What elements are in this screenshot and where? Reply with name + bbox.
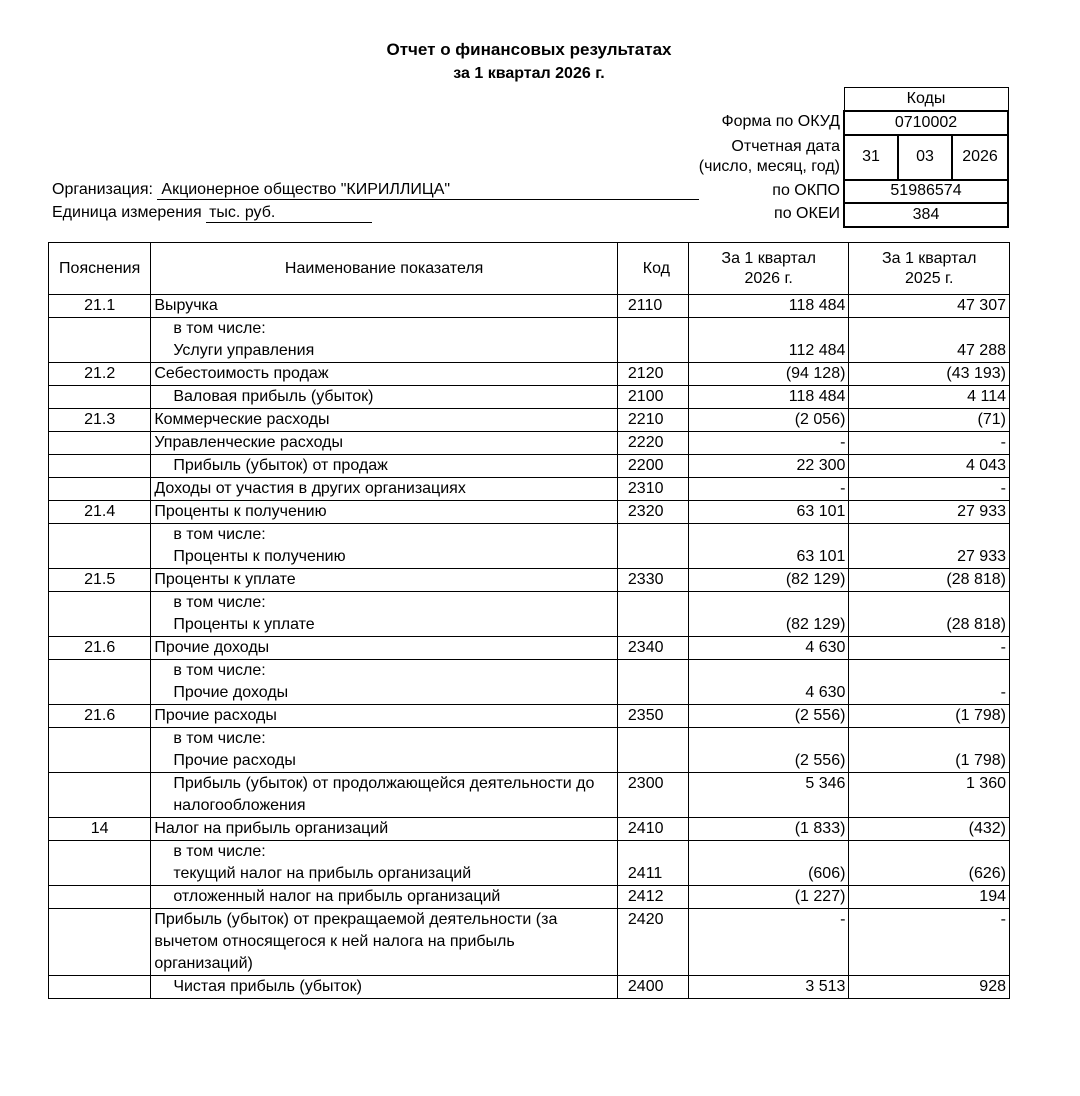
row-value-previous: (28 818) xyxy=(849,569,1010,592)
row-value-previous: 1 360 xyxy=(849,773,1010,818)
col-notes-header: Пояснения xyxy=(49,243,151,295)
row-value-current: 22 300 xyxy=(688,455,849,478)
row-note: 21.6 xyxy=(49,637,151,660)
row-note: 21.6 xyxy=(49,705,151,728)
financial-results-table xyxy=(48,242,1010,999)
row-code: 2220 xyxy=(617,432,688,455)
okpo-label: по ОКПО xyxy=(772,182,840,199)
unit-line xyxy=(52,204,372,223)
col-current-header xyxy=(688,243,849,295)
row-code: 2110 xyxy=(617,295,688,318)
row-name xyxy=(151,318,618,363)
row-name xyxy=(151,524,618,569)
unit-label: Единица измерения xyxy=(52,204,202,221)
row-value-previous: - xyxy=(849,432,1010,455)
row-code xyxy=(617,592,688,637)
row-name: Валовая прибыль (убыток) xyxy=(151,386,618,409)
row-code: 2400 xyxy=(617,976,688,999)
row-value-current: (94 128) xyxy=(688,363,849,386)
row-note: 21.5 xyxy=(49,569,151,592)
report-month: 03 xyxy=(898,135,952,180)
okud-label: Форма по ОКУД xyxy=(721,113,840,130)
row-value-previous: - xyxy=(849,637,1010,660)
row-name xyxy=(151,592,618,637)
report-year: 2026 xyxy=(952,135,1008,180)
row-value-current: 3 513 xyxy=(688,976,849,999)
row-code: 2300 xyxy=(617,773,688,818)
row-value-current: 4 630 xyxy=(688,637,849,660)
row-value-previous: 27 933 xyxy=(849,501,1010,524)
table-row xyxy=(49,660,1010,705)
org-name: Акционерное общество "КИРИЛЛИЦА" xyxy=(157,181,699,200)
report-title: Отчет о финансовых результатах xyxy=(386,40,672,59)
table-row xyxy=(49,432,1010,455)
row-note: 21.1 xyxy=(49,295,151,318)
table-row xyxy=(49,295,1010,318)
table-row xyxy=(49,478,1010,501)
row-code: 2320 xyxy=(617,501,688,524)
col-previous-header-line2: 2025 г. xyxy=(905,269,954,287)
row-value-previous: - xyxy=(849,478,1010,501)
row-value-previous: (1 798) xyxy=(849,728,1010,773)
table-row xyxy=(49,818,1010,841)
row-value-current: (1 227) xyxy=(688,886,849,909)
row-value-previous: (43 193) xyxy=(849,363,1010,386)
row-note xyxy=(49,386,151,409)
row-value-current: 5 346 xyxy=(688,773,849,818)
organization-line xyxy=(52,181,699,200)
row-value-previous: 4 043 xyxy=(849,455,1010,478)
row-code: 2420 xyxy=(617,909,688,976)
row-note xyxy=(49,318,151,363)
row-value-current: 118 484 xyxy=(688,295,849,318)
col-current-header-line1: За 1 квартал xyxy=(721,249,816,267)
row-name: Прочие расходы xyxy=(151,705,618,728)
row-value-previous: 47 288 xyxy=(849,318,1010,363)
row-name xyxy=(151,660,618,705)
col-previous-header xyxy=(849,243,1010,295)
row-value-previous: 928 xyxy=(849,976,1010,999)
row-value-current: 63 101 xyxy=(688,524,849,569)
row-value-previous: 4 114 xyxy=(849,386,1010,409)
row-note: 14 xyxy=(49,818,151,841)
row-name-text: Проценты к уплате xyxy=(173,616,315,633)
row-note xyxy=(49,773,151,818)
table-row xyxy=(49,637,1010,660)
row-value-previous: - xyxy=(849,660,1010,705)
row-value-previous: 47 307 xyxy=(849,295,1010,318)
row-value-previous: (626) xyxy=(849,841,1010,886)
row-value-current: (2 556) xyxy=(688,705,849,728)
row-value-current: - xyxy=(688,432,849,455)
row-name-text: Прочие расходы xyxy=(173,752,296,769)
row-code xyxy=(617,524,688,569)
row-name xyxy=(151,841,618,886)
row-value-current: 4 630 xyxy=(688,660,849,705)
row-code: 2350 xyxy=(617,705,688,728)
report-day: 31 xyxy=(844,135,898,180)
row-note xyxy=(49,432,151,455)
unit-value: тыс. руб. xyxy=(206,204,372,223)
row-note xyxy=(49,660,151,705)
row-value-current: 112 484 xyxy=(688,318,849,363)
table-row xyxy=(49,773,1010,818)
row-note xyxy=(49,886,151,909)
row-value-current: (82 129) xyxy=(688,592,849,637)
row-code: 2100 xyxy=(617,386,688,409)
table-row xyxy=(49,909,1010,976)
row-name: отложенный налог на прибыль организаций xyxy=(151,886,618,909)
report-period: за 1 квартал 2026 г. xyxy=(453,65,605,82)
row-value-previous: (432) xyxy=(849,818,1010,841)
date-label-1: Отчетная дата xyxy=(731,138,840,155)
row-name-text: Прочие доходы xyxy=(173,684,289,701)
row-note xyxy=(49,976,151,999)
table-row xyxy=(49,976,1010,999)
row-note: 21.3 xyxy=(49,409,151,432)
table-row xyxy=(49,386,1010,409)
row-name: Выручка xyxy=(151,295,618,318)
row-value-current: - xyxy=(688,909,849,976)
row-code: 2411 xyxy=(617,841,688,886)
row-name: Прибыль (убыток) от продолжающейся деятельности до налогообложения xyxy=(151,773,618,818)
row-value-previous: 194 xyxy=(849,886,1010,909)
row-note xyxy=(49,841,151,886)
table-row xyxy=(49,409,1010,432)
row-note xyxy=(49,478,151,501)
table-row xyxy=(49,318,1010,363)
table-row xyxy=(49,886,1010,909)
row-subheading: в том числе: xyxy=(173,730,266,747)
row-code: 2330 xyxy=(617,569,688,592)
col-name-header: Наименование показателя xyxy=(151,243,618,295)
table-row xyxy=(49,569,1010,592)
row-code xyxy=(617,728,688,773)
row-name: Коммерческие расходы xyxy=(151,409,618,432)
row-code: 2120 xyxy=(617,363,688,386)
row-name: Прибыль (убыток) от прекращаемой деятельности (за вычетом относящегося к ней налога на прибыль организаций) xyxy=(151,909,618,976)
row-name: Доходы от участия в других организациях xyxy=(151,478,618,501)
row-value-current: 63 101 xyxy=(688,501,849,524)
okud-code: 0710002 xyxy=(844,111,1008,135)
col-previous-header-line1: За 1 квартал xyxy=(881,249,977,267)
row-code: 2210 xyxy=(617,409,688,432)
row-name-text: Услуги управления xyxy=(173,342,315,359)
row-name xyxy=(151,728,618,773)
row-value-current: (82 129) xyxy=(688,569,849,592)
table-row xyxy=(49,501,1010,524)
row-note xyxy=(49,909,151,976)
col-code-header: Код xyxy=(617,243,688,295)
row-value-current: - xyxy=(688,478,849,501)
row-name: Проценты к получению xyxy=(151,501,618,524)
row-note xyxy=(49,455,151,478)
row-value-current: (2 556) xyxy=(688,728,849,773)
row-value-previous: 27 933 xyxy=(849,524,1010,569)
row-name: Прочие доходы xyxy=(151,637,618,660)
row-code: 2310 xyxy=(617,478,688,501)
table-row xyxy=(49,524,1010,569)
row-code xyxy=(617,660,688,705)
org-label: Организация: xyxy=(52,181,153,198)
row-value-current: (2 056) xyxy=(688,409,849,432)
row-subheading: в том числе: xyxy=(173,843,266,860)
okpo-code: 51986574 xyxy=(844,180,1008,203)
row-code: 2340 xyxy=(617,637,688,660)
row-value-previous: (28 818) xyxy=(849,592,1010,637)
date-label-2: (число, месяц, год) xyxy=(698,158,840,175)
okei-code: 384 xyxy=(844,203,1008,227)
codes-table xyxy=(843,87,1009,228)
table-row xyxy=(49,592,1010,637)
col-current-header-line2: 2026 г. xyxy=(744,269,793,287)
row-name: Себестоимость продаж xyxy=(151,363,618,386)
row-subheading: в том числе: xyxy=(173,320,266,337)
row-note xyxy=(49,524,151,569)
row-subheading: в том числе: xyxy=(173,662,266,679)
row-code: 2200 xyxy=(617,455,688,478)
table-row xyxy=(49,728,1010,773)
row-note: 21.4 xyxy=(49,501,151,524)
table-row xyxy=(49,705,1010,728)
row-value-current: 118 484 xyxy=(688,386,849,409)
row-value-current: (606) xyxy=(688,841,849,886)
row-code: 2410 xyxy=(617,818,688,841)
row-name: Чистая прибыль (убыток) xyxy=(151,976,618,999)
row-note: 21.2 xyxy=(49,363,151,386)
row-subheading: в том числе: xyxy=(173,594,266,611)
row-note xyxy=(49,592,151,637)
row-value-previous: (1 798) xyxy=(849,705,1010,728)
row-note xyxy=(49,728,151,773)
row-value-previous: - xyxy=(849,909,1010,976)
table-row xyxy=(49,363,1010,386)
row-code xyxy=(617,318,688,363)
table-row xyxy=(49,841,1010,886)
row-value-current: (1 833) xyxy=(688,818,849,841)
table-row xyxy=(49,455,1010,478)
row-name: Проценты к уплате xyxy=(151,569,618,592)
row-name-text: текущий налог на прибыль организаций xyxy=(173,865,472,882)
codes-heading: Коды xyxy=(844,88,1008,111)
row-value-previous: (71) xyxy=(849,409,1010,432)
row-code: 2412 xyxy=(617,886,688,909)
row-name: Управленческие расходы xyxy=(151,432,618,455)
row-name: Прибыль (убыток) от продаж xyxy=(151,455,618,478)
row-name-text: Проценты к получению xyxy=(173,548,346,565)
okei-label: по ОКЕИ xyxy=(774,205,840,222)
row-subheading: в том числе: xyxy=(173,526,266,543)
row-name: Налог на прибыль организаций xyxy=(151,818,618,841)
